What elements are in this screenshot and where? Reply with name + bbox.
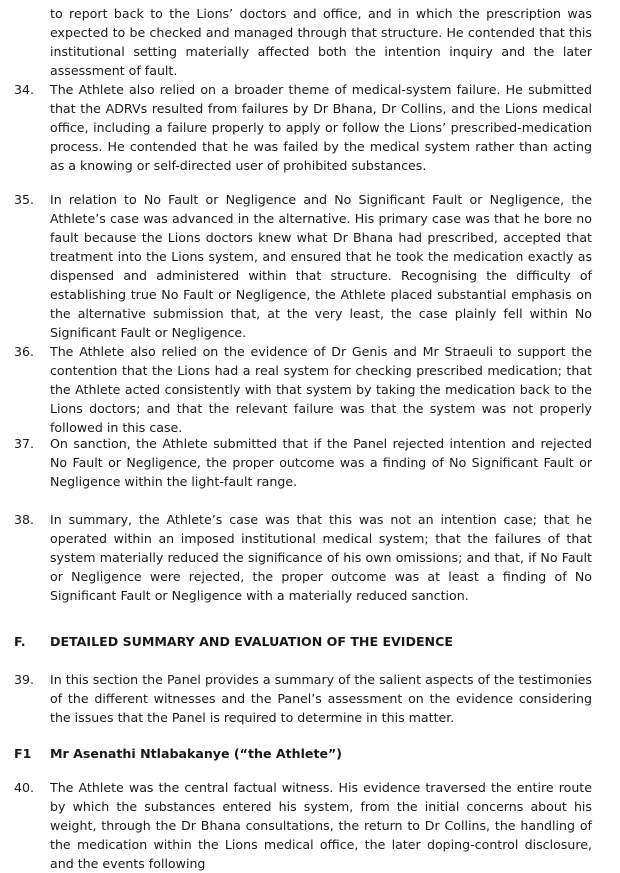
paragraph-number: 35. — [14, 192, 35, 207]
paragraph-number: 36. — [14, 344, 35, 359]
paragraph-text: to report back to the Lions’ doctors and office, and in which the prescription was expected to be checked and managed through that structure. He contended that this institutional setting materially affected both the intention inquiry and the later assessment of fault. — [50, 6, 592, 78]
paragraph-number: 40. — [14, 780, 35, 795]
continuation-paragraph — [14, 4, 594, 80]
paragraph-text: In this section the Panel provides a summary of the salient aspects of the testimonies of the different witnesses and the Panel’s assessment on the evidence considering the issues that the Panel is required to determine in this matter. — [50, 672, 592, 725]
paragraph-text: The Athlete also relied on a broader theme of medical-system failure. He submitted that the ADRVs resulted from failures by Dr Bhana, Dr Collins, and the Lions medical office, including a failure properly to apply or follow the Lions’ prescribed-medication process. He contended that he was failed by the medical system rather than acting as a knowing or self-directed user of prohibited substances. — [50, 82, 592, 173]
section-number: F. — [14, 634, 26, 649]
paragraph-36 — [14, 342, 594, 437]
paragraph-39 — [14, 670, 594, 727]
paragraph-number: 37. — [14, 436, 35, 451]
paragraph-35 — [14, 190, 594, 342]
paragraph-34 — [14, 80, 594, 175]
paragraph-37 — [14, 434, 594, 491]
subsection-number: F1 — [14, 746, 32, 761]
subsection-title: Mr Asenathi Ntlabakanye (“the Athlete”) — [50, 746, 343, 761]
paragraph-text: The Athlete was the central factual witness. His evidence traversed the entire route by which the substances entered his system, from the initial concerns about his weight, through the Dr Bhana consultations, the return to Dr Collins, the handling of the medication within the Lions medical office, the later doping-control disclosure, and the events following — [50, 780, 592, 871]
paragraph-text: In relation to No Fault or Negligence and No Significant Fault or Negligence, the Athlete’s case was advanced in the alternative. His primary case was that he bore no fault because the Lions doctors knew what Dr Bhana had prescribed, accepted that treatment into the Lions system, and ensured that he took the medication exactly as dispensed and administered within that structure. Recognising the difficulty of establishing true No Fault or Negligence, the Athlete placed substantial emphasis on the alternative submission that, at the very least, the case plainly fell within No Significant Fault or Negligence. — [50, 192, 592, 340]
paragraph-40 — [14, 778, 594, 873]
paragraph-38 — [14, 510, 594, 605]
section-title: DETAILED SUMMARY AND EVALUATION OF THE EVIDENCE — [50, 634, 453, 649]
paragraph-text: On sanction, the Athlete submitted that if the Panel rejected intention and rejected No Fault or Negligence, the proper outcome was a finding of No Significant Fault or Negligence within the light-fault range. — [50, 436, 592, 489]
section-heading-f — [14, 632, 594, 651]
paragraph-number: 39. — [14, 672, 35, 687]
subsection-heading-f1 — [14, 744, 594, 763]
paragraph-text: In summary, the Athlete’s case was that this was not an intention case; that he operated within an imposed institutional medical system; that the failures of that system materially reduced the significance of his own omissions; and that, if No Fault or Negligence were rejected, the proper outcome was at least a finding of No Significant Fault or Negligence with a materially reduced sanction. — [50, 512, 592, 603]
paragraph-number: 34. — [14, 82, 35, 97]
paragraph-text: The Athlete also relied on the evidence of Dr Genis and Mr Straeuli to support the contention that the Lions had a real system for checking prescribed medication; that the Athlete acted consistently with that system by taking the medication back to the Lions doctors; and that the relevant failure was that the system was not properly followed in this case. — [50, 344, 592, 435]
paragraph-number: 38. — [14, 512, 35, 527]
